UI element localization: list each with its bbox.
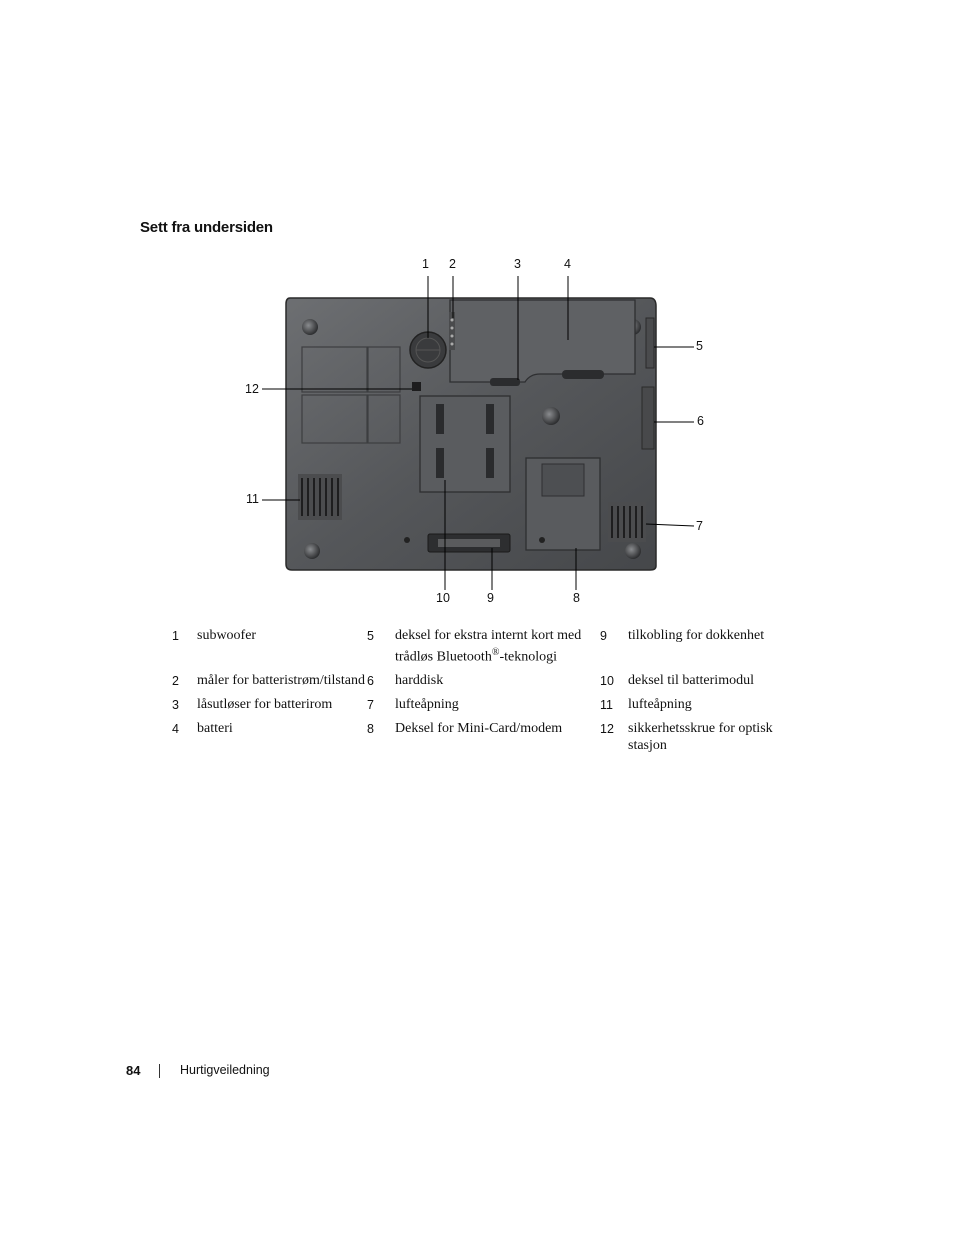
hard-drive (642, 387, 654, 449)
legend-number: 9 (600, 629, 607, 643)
footer-divider (159, 1064, 160, 1078)
battery (450, 300, 635, 382)
section-heading: Sett fra undersiden (140, 219, 273, 236)
rubber-foot (302, 319, 318, 335)
page-number: 84 (126, 1063, 141, 1078)
callout-1: 1 (422, 257, 429, 271)
battery-latch (490, 378, 520, 386)
callout-8: 8 (573, 591, 580, 605)
legend-row (172, 672, 784, 696)
legend-label: harddisk (395, 672, 444, 688)
legend-row (172, 627, 784, 672)
rubber-foot (625, 543, 641, 559)
legend-label (395, 627, 600, 672)
laptop-bottom-figure (240, 252, 720, 612)
legend-number: 10 (600, 673, 614, 688)
legend-number: 2 (172, 673, 179, 688)
legend-row (172, 720, 784, 760)
callout-4: 4 (564, 257, 571, 271)
legend-label-part: deksel for ekstra internt kort med trådløs Bluetooth (395, 628, 582, 665)
legend-number: 7 (367, 697, 374, 712)
callout-2: 2 (449, 257, 456, 271)
battery-module-cover (420, 396, 510, 492)
legend-label: sikkerhetsskrue for optisk stasjon (628, 720, 773, 753)
legend-label-part: -teknologi (499, 649, 557, 665)
legend-label: lufteåpning (628, 696, 692, 712)
rubber-foot (304, 543, 320, 559)
legend-number: 4 (172, 721, 179, 736)
callout-6: 6 (697, 414, 704, 428)
callout-10: 10 (436, 591, 450, 605)
security-screw (412, 382, 421, 391)
legend-number: 12 (600, 721, 614, 736)
bluetooth-cover (646, 318, 654, 368)
legend-number: 1 (172, 629, 179, 643)
legend-label: subwoofer (197, 628, 257, 643)
registered-mark: ® (491, 647, 500, 658)
legend-label: tilkobling for dokkenhet (628, 628, 765, 643)
legend-row (172, 696, 784, 720)
legend-table (172, 627, 784, 760)
legend-number: 5 (367, 629, 374, 643)
legend-label: låsutløser for batterirom (197, 696, 333, 712)
callout-11: 11 (246, 492, 259, 506)
legend-number: 11 (600, 697, 613, 712)
legend-label: deksel til batterimodul (628, 672, 754, 688)
legend-label: Deksel for Mini-Card/modem (395, 720, 563, 736)
legend-label: batteri (197, 720, 233, 736)
callout-7: 7 (696, 519, 703, 533)
vent-right (608, 502, 646, 542)
legend-number: 3 (172, 697, 179, 712)
callout-12: 12 (245, 382, 259, 396)
footer-title: Hurtigveiledning (180, 1063, 270, 1077)
callout-3: 3 (514, 257, 521, 271)
callout-5: 5 (696, 339, 703, 353)
laptop-bottom-illustration (240, 252, 720, 612)
legend-label: måler for batteristrøm/tilstand (197, 672, 365, 688)
callout-9: 9 (487, 591, 494, 605)
legend-number: 6 (367, 673, 374, 688)
legend-number: 8 (367, 721, 374, 736)
legend-label: lufteåpning (395, 696, 459, 712)
